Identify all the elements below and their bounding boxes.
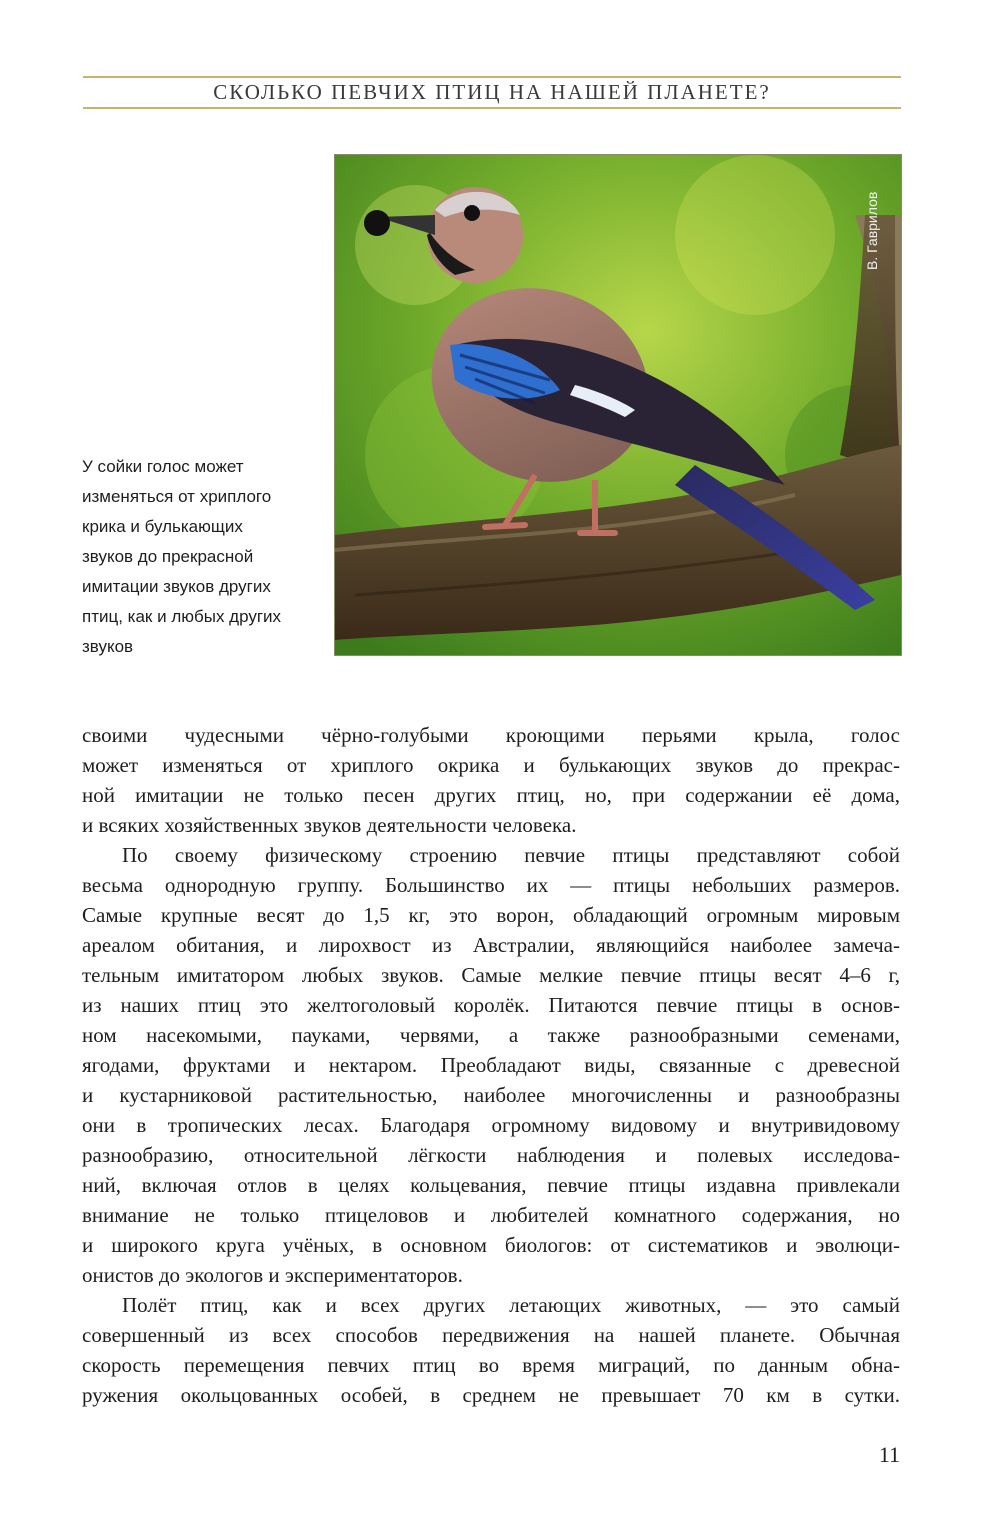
body-line: разнообразию, относительной лёгкости наблюдения и полевых исследова- [82,1143,900,1167]
body-line: тельным имитатором любых звуков. Самые мелкие певчие птицы весят 4–6 г, [82,963,900,987]
body-line: совершенный из всех способов передвижения на нашей планете. Обычная [82,1323,900,1347]
header-rule-bottom [83,107,901,109]
jay-illustration [335,155,901,655]
body-line: ружения окольцованных особей, в среднем не превышает 70 км в сутки. [82,1383,900,1407]
body-line: ягодами, фруктами и нектаром. Преобладают виды, связанные с древесной [82,1053,900,1077]
jay-photo [334,154,902,656]
caption-line: У сойки голос может [82,457,244,476]
caption-line: имитации звуков других [82,577,271,596]
photo-caption [82,452,322,662]
running-head: СКОЛЬКО ПЕВЧИХ ПТИЦ НА НАШЕЙ ПЛАНЕТЕ? [213,80,771,104]
body-line: и кустарниковой растительностью, наиболее многочисленны и разнообразны [82,1083,900,1107]
body-line: и всяких хозяйственных звуков деятельности человека. [82,813,577,837]
body-line: ной имитации не только песен других птиц, но, при содержании её дома, [82,783,900,807]
caption-line: изменяться от хриплого [82,487,272,506]
photo-credit: В. Гаврилов [864,191,880,270]
body-line: онистов до экологов и экспериментаторов. [82,1263,463,1287]
body-line: ном насекомыми, пауками, червями, а также разнообразными семенами, [82,1023,900,1047]
caption-line: крика и булькающих [82,517,243,536]
body-line: По своему физическому строению певчие птицы представляют собой [122,843,900,867]
body-line: Самые крупные весят до 1,5 кг, это ворон, обладающий огромным мировым [82,903,900,927]
body-line: внимание не только птицеловов и любителей комнатного содержания, но [82,1203,900,1227]
body-line: и широкого круга учёных, в основном биологов: от систематиков и эволюци- [82,1233,900,1257]
body-line: весьма однородную группу. Большинство их — птицы небольших размеров. [82,873,900,897]
header-rule-top [83,76,901,78]
page-number: 11 [878,1442,900,1467]
body-line: они в тропических лесах. Благодаря огромному видовому и внутривидовому [82,1113,900,1137]
body-text [82,720,900,1410]
body-line: ний, включая отлов в целях кольцевания, певчие птицы издавна привлекали [82,1173,900,1197]
body-line: из наших птиц это желтоголовый королёк. Питаются певчие птицы в основ- [82,993,900,1017]
caption-line: птиц, как и любых других [82,607,282,626]
caption-line: звуков до прекрасной [82,547,254,566]
body-line: ареалом обитания, и лирохвост из Австралии, являющийся наиболее замеча- [82,933,900,957]
caption-line: звуков [82,637,134,656]
body-line: своими чудесными чёрно-голубыми кроющими перьями крыла, голос [82,723,900,747]
body-line: может изменяться от хриплого окрика и булькающих звуков до прекрас- [82,753,900,777]
body-line: скорость перемещения певчих птиц во время миграций, по данным обна- [82,1353,900,1377]
body-line: Полёт птиц, как и всех других летающих животных, — это самый [122,1293,900,1317]
